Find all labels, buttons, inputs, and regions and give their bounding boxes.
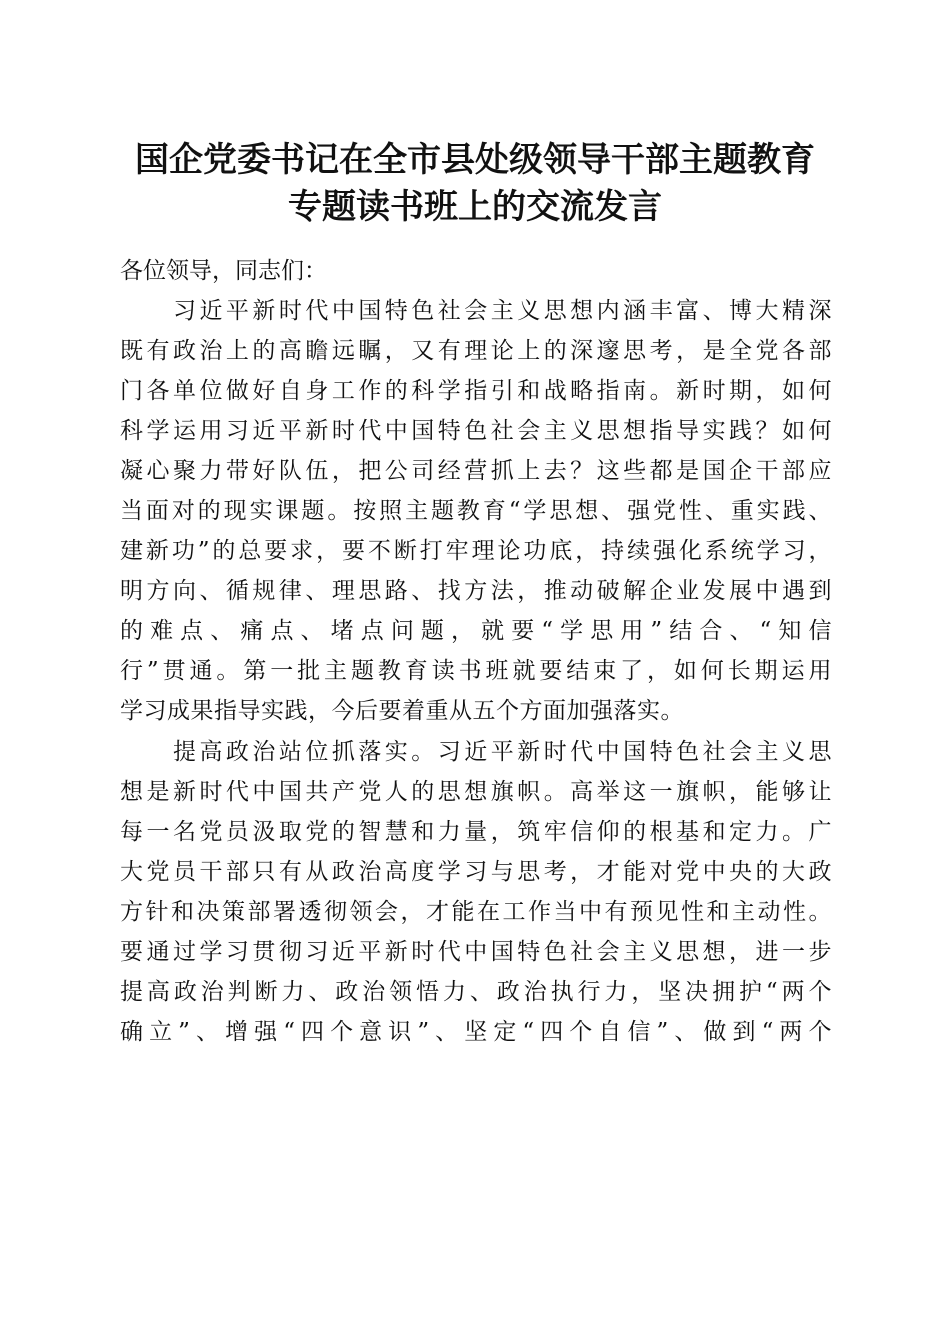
paragraph-line: 提高政治站位抓落实。习近平新时代中国特色社会主义思 [120, 739, 832, 765]
document-title-line-2: 专题读书班上的交流发言 [288, 187, 662, 227]
paragraph-line: 明方向、循规律、理思路、找方法，推动破解企业发展中遇到 [120, 578, 832, 604]
paragraph-line: 当面对的现实课题。按照主题教育“学思想、强党性、重实践、 [120, 498, 832, 524]
paragraph-line: 的难点、痛点、堵点问题，就要“学思用”结合、“知信 [120, 618, 832, 644]
greeting: 各位领导，同志们： [120, 258, 327, 284]
paragraph-line: 建新功”的总要求，要不断打牢理论功底，持续强化系统学习， [120, 538, 832, 564]
paragraph-line: 既有政治上的高瞻远瞩，又有理论上的深邃思考，是全党各部 [120, 338, 832, 364]
paragraph-line: 科学运用习近平新时代中国特色社会主义思想指导实践？如何 [120, 418, 832, 444]
document-title-line-1: 国企党委书记在全市县处级领导干部主题教育 [135, 140, 815, 180]
paragraph-line: 大党员干部只有从政治高度学习与思考，才能对党中央的大政 [120, 859, 832, 885]
paragraph-line: 要通过学习贯彻习近平新时代中国特色社会主义思想，进一步 [120, 939, 832, 965]
paragraph-line: 想是新时代中国共产党人的思想旗帜。高举这一旗帜，能够让 [120, 779, 832, 805]
paragraph-1 [120, 291, 832, 731]
paragraph-line: 习近平新时代中国特色社会主义思想内涵丰富、博大精深 [120, 298, 832, 324]
paragraph-line: 凝心聚力带好队伍，把公司经营抓上去？这些都是国企干部应 [120, 458, 832, 484]
paragraph-line: 确立”、增强“四个意识”、坚定“四个自信”、做到“两个 [120, 1019, 832, 1045]
paragraph-line: 方针和决策部署透彻领会，才能在工作当中有预见性和主动性。 [120, 899, 832, 925]
paragraph-line: 每一名党员汲取党的智慧和力量，筑牢信仰的根基和定力。广 [120, 819, 832, 845]
paragraph-line: 提高政治判断力、政治领悟力、政治执行力，坚决拥护“两个 [120, 979, 832, 1005]
paragraph-line: 行”贯通。第一批主题教育读书班就要结束了，如何长期运用 [120, 658, 832, 684]
paragraph-line: 门各单位做好自身工作的科学指引和战略指南。新时期，如何 [120, 378, 832, 404]
paragraph-line: 学习成果指导实践，今后要着重从五个方面加强落实。 [120, 698, 684, 724]
paragraph-2 [120, 732, 832, 1052]
